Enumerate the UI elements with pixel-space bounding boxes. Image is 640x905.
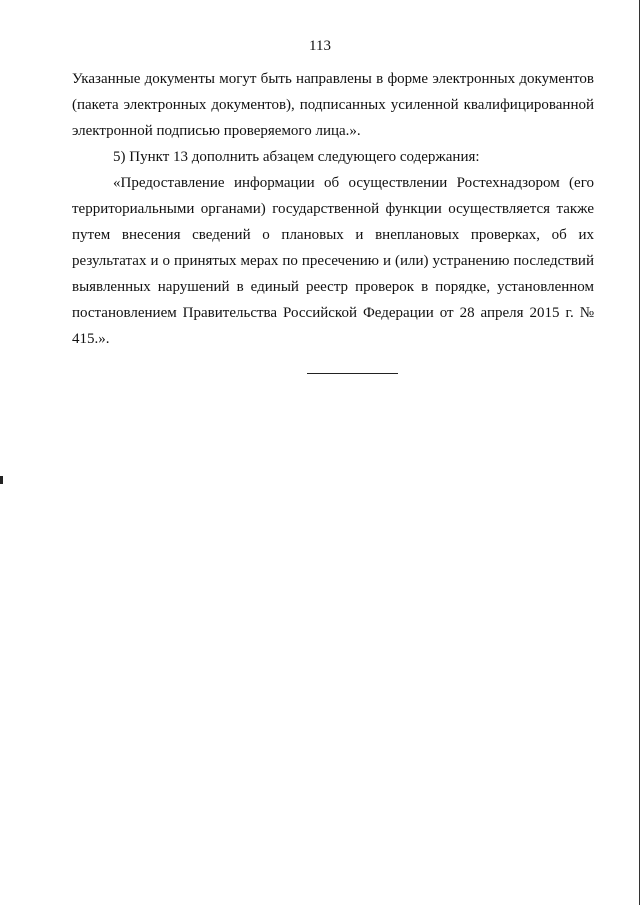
paragraph-quoted-amendment: «Предоставление информации об осуществлении Ростехнадзором (его территориальными органами) государственной функции осуществляется также путем внесения сведений о плановых и внеплановых проверках, об их результатах и о принятых мерах по пресечению и (или) устранению последствий выявленных нарушений в единый реестр проверок в порядке, установленном постановлением Правительства Российской Федерации от 28 апреля 2015 г. № 415.».: [72, 175, 594, 347]
page-number: 113: [309, 38, 331, 54]
paragraph-item-5: 5) Пункт 13 дополнить абзацем следующего содержания:: [113, 149, 480, 165]
paragraph-documents-electronic: Указанные документы могут быть направлены в форме электронных документов (пакета электронных документов), подписанных усиленной квалифицированной электронной подписью проверяемого лица.».: [72, 71, 594, 139]
end-divider-line: [307, 373, 398, 374]
document-body: [72, 66, 594, 352]
scan-edge-mark: [0, 476, 3, 484]
